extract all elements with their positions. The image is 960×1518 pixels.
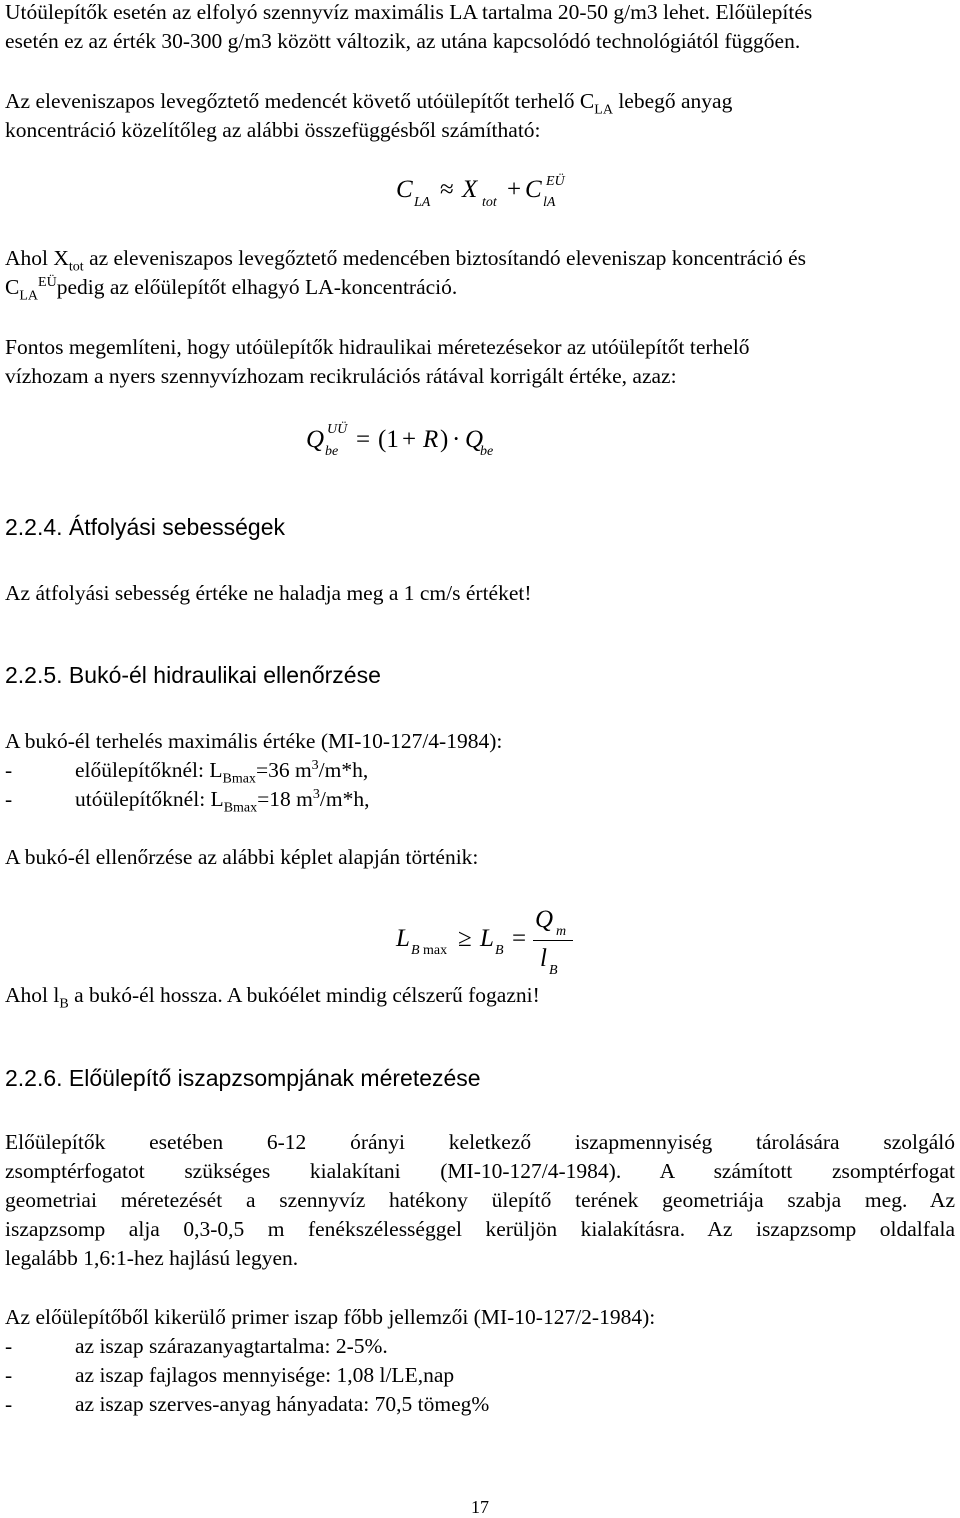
text-line: Fontos megemlíteni, hogy utóülepítők hidraulikai méretezésekor az utóülepítőt terhelő — [5, 335, 750, 359]
text-line: legalább 1,6:1-hez hajlású legyen. — [5, 1246, 299, 1270]
text-line: Előülepítők esetében 6-12 órányi keletkező iszapmennyiség tárolására szolgáló — [5, 1130, 955, 1154]
text-line: $C_{LA}^{EÜ}pedig$ az előülepítőt elhagyó LA-koncentráció. — [5, 274, 458, 304]
section-heading: 2.2.6. Előülepítő iszapzsompjának méretezése — [5, 1065, 481, 1091]
list-item: - előülepítőknél: $L_{Bmax}=36$ $m^3/m*h$, — [5, 757, 369, 787]
text-line: Az előülepítőből kikerülő primer iszap főbb jellemzői (MI-10-127/2-1984): — [5, 1305, 656, 1329]
text-line: iszapzsomp alja 0,3-0,5 m fenékszélességgel kerüljön kialakításra. Az iszapzsomp oldalfala — [5, 1217, 955, 1241]
text-line: geometriai méretezését a szennyvíz hatékony ülepítő terének geometriája szabja meg. Az — [5, 1188, 955, 1212]
text-line: koncentráció közelítőleg az alábbi összefüggésből számítható: — [5, 118, 541, 142]
list-item: - az iszap fajlagos mennyisége: 1,08 l/LE,nap — [5, 1363, 455, 1387]
list-item: - az iszap szárazanyagtartalma: 2-5%. — [5, 1334, 388, 1358]
list-item: - utóülepítőknél: $L_{Bmax}=18$ $m^3/m*h$, — [5, 786, 370, 816]
text-line: Utóülepítők esetén az elfolyó szennyvíz maximális LA tartalma 20-50 g/m3 lehet. Előülepítés — [5, 0, 813, 24]
page-number: 17 — [471, 1497, 489, 1517]
text-line: Az eleveniszapos levegőztető medencét követő utóülepítőt terhelő $C_{LA}$ lebegő anyag — [5, 89, 733, 118]
text-line: Ahol $X_{tot}$ az eleveniszapos levegőztető medencében biztosítandó eleveniszap koncentráció és — [5, 246, 807, 275]
text-line: Az átfolyási sebesség értéke ne haladja meg a 1 cm/s értéket! — [5, 581, 532, 605]
section-heading: 2.2.5. Bukó-él hidraulikai ellenőrzése — [5, 662, 381, 688]
text-line: A bukó-él terhelés maximális értéke (MI-10-127/4-1984): — [5, 729, 503, 753]
list-item: - az iszap szerves-anyag hányadata: 70,5 tömeg% — [5, 1392, 490, 1416]
text-line: vízhozam a nyers szennyvízhozam recikrulációs rátával korrigált értéke, azaz: — [5, 364, 677, 388]
text-line: Ahol $l_B$ a bukó-él hossza. A bukóélet mindig célszerű fogazni! — [5, 983, 540, 1012]
section-heading: 2.2.4. Átfolyási sebességek — [5, 514, 285, 540]
text-line: A bukó-él ellenőrzése az alábbi képlet alapján történik: — [5, 845, 479, 869]
text-line: zsomptérfogatot szükséges kialakítani (MI-10-127/4-1984). A számított zsomptérfogat — [5, 1159, 955, 1183]
text-line: esetén ez az érték 30-300 g/m3 között változik, az utána kapcsolódó technológiától függően. — [5, 29, 801, 53]
fraction-bar — [533, 940, 573, 941]
